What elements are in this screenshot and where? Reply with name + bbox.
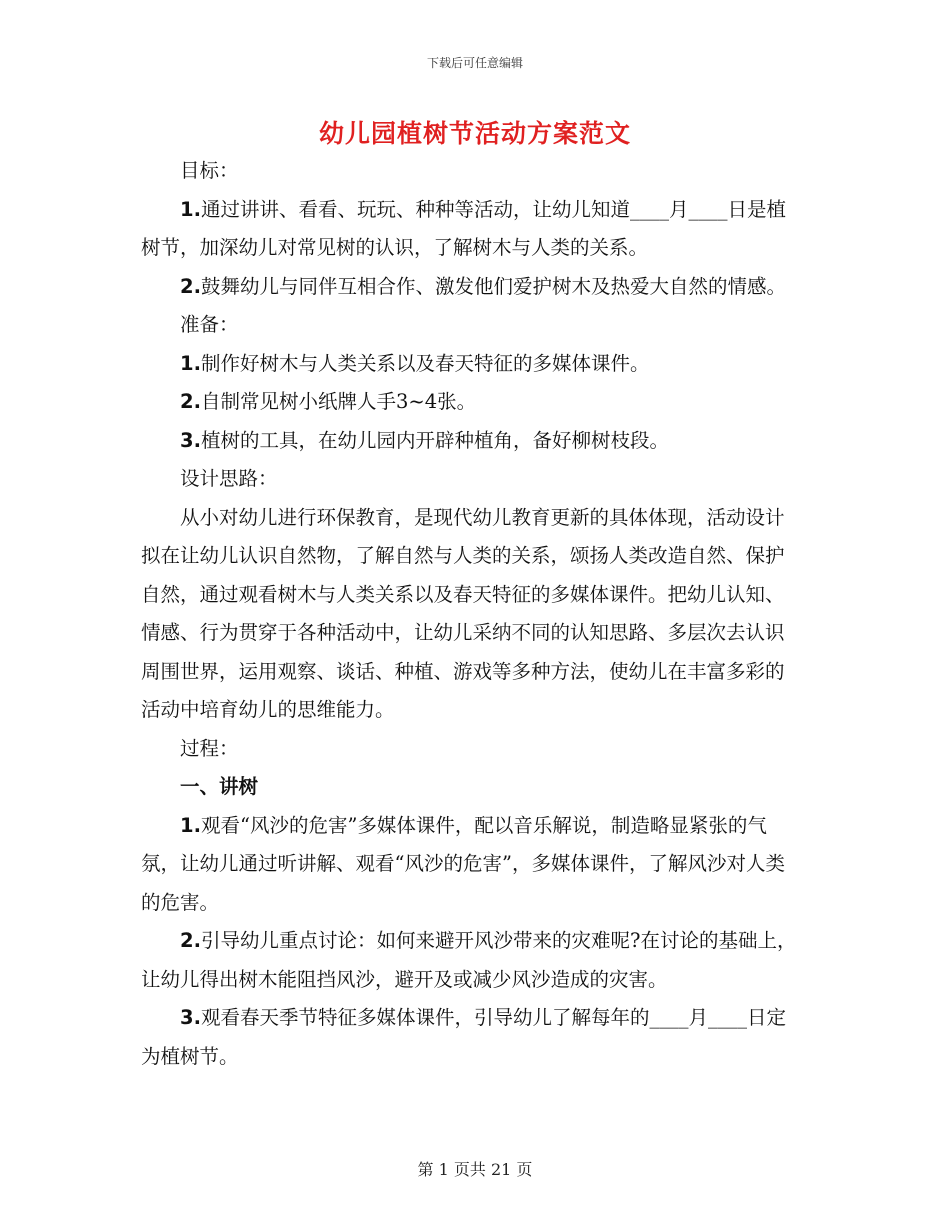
prep-item-1-number: 1.: [180, 351, 201, 375]
prep-item-1: [141, 345, 801, 384]
prep-item-1-text: 制作好树木与人类关系以及春天特征的多媒体课件。: [200, 351, 650, 375]
header-note: 下载后可任意编辑: [426, 56, 523, 70]
document-title: 幼儿园植树节活动方案范文: [318, 119, 631, 148]
step-item-1: [141, 807, 801, 923]
step-item-1-text: 观看“风沙的危害”多媒体课件，配以音乐解说，制造略显紧张的气氛，让幼儿通过听讲解、观看“风沙的危害”，多媒体课件，了解风沙对人类的危害。: [141, 813, 785, 914]
document-body: [141, 152, 801, 1076]
goal-item-2-text: 鼓舞幼儿与同伴互相合作、激发他们爱护树木及热爱大自然的情感。: [200, 274, 786, 298]
process-heading: 过程：: [180, 736, 239, 760]
step-item-3: [141, 999, 801, 1076]
prep-item-3-number: 3.: [180, 428, 201, 452]
step-item-3-text: 观看春天季节特征多媒体课件，引导幼儿了解每年的____月____日定为植树节。: [141, 1006, 786, 1068]
design-paragraph: 从小对幼儿进行环保教育，是现代幼儿教育更新的具体体现，活动设计拟在让幼儿认识自然物，了解自然与人类的关系，颂扬人类改造自然、保护自然，通过观看树木与人类关系以及春天特征的多媒体课件。把幼儿认知、情感、行为贯穿于各种活动中，让幼儿采纳不同的认知思路、多层次去认识周围世界，运用观察、谈话、种植、游戏等多种方法，使幼儿在丰富多彩的活动中培育幼儿的思维能力。: [141, 505, 785, 721]
goal-item-1-text: 通过讲讲、看看、玩玩、种种等活动，让幼儿知道____月____日是植树节，加深幼儿对常见树的认识，了解树木与人类的关系。: [141, 197, 786, 259]
step-item-3-number: 3.: [180, 1006, 201, 1029]
prep-item-2-text: 自制常见树小纸牌人手3~4张。: [200, 390, 477, 413]
prep-heading: 准备：: [180, 313, 239, 336]
prep-item-3: [141, 422, 801, 461]
goal-item-2-number: 2.: [180, 274, 201, 298]
prep-item-3-text: 植树的工具，在幼儿园内开辟种植角，备好柳树枝段。: [200, 428, 669, 452]
step-item-1-number: 1.: [180, 813, 201, 837]
goal-item-1: [141, 191, 801, 268]
page-footer: 第 1 页共 21 页: [417, 1160, 533, 1179]
section-1-heading: 一、讲树: [180, 775, 259, 798]
goal-heading: 目标：: [180, 159, 239, 182]
prep-item-2: [141, 383, 801, 422]
step-item-2-number: 2.: [180, 929, 201, 952]
goal-item-2: [141, 268, 801, 307]
prep-item-2-number: 2.: [180, 390, 201, 413]
goal-item-1-number: 1.: [180, 197, 201, 221]
step-item-2-text: 引导幼儿重点讨论：如何来避开风沙带来的灾难呢?在讨论的基础上，让幼儿得出树木能阻挡风沙，避开及或减少风沙造成的灾害。: [141, 929, 797, 991]
design-heading: 设计思路：: [180, 467, 278, 490]
step-item-2: [141, 922, 801, 999]
